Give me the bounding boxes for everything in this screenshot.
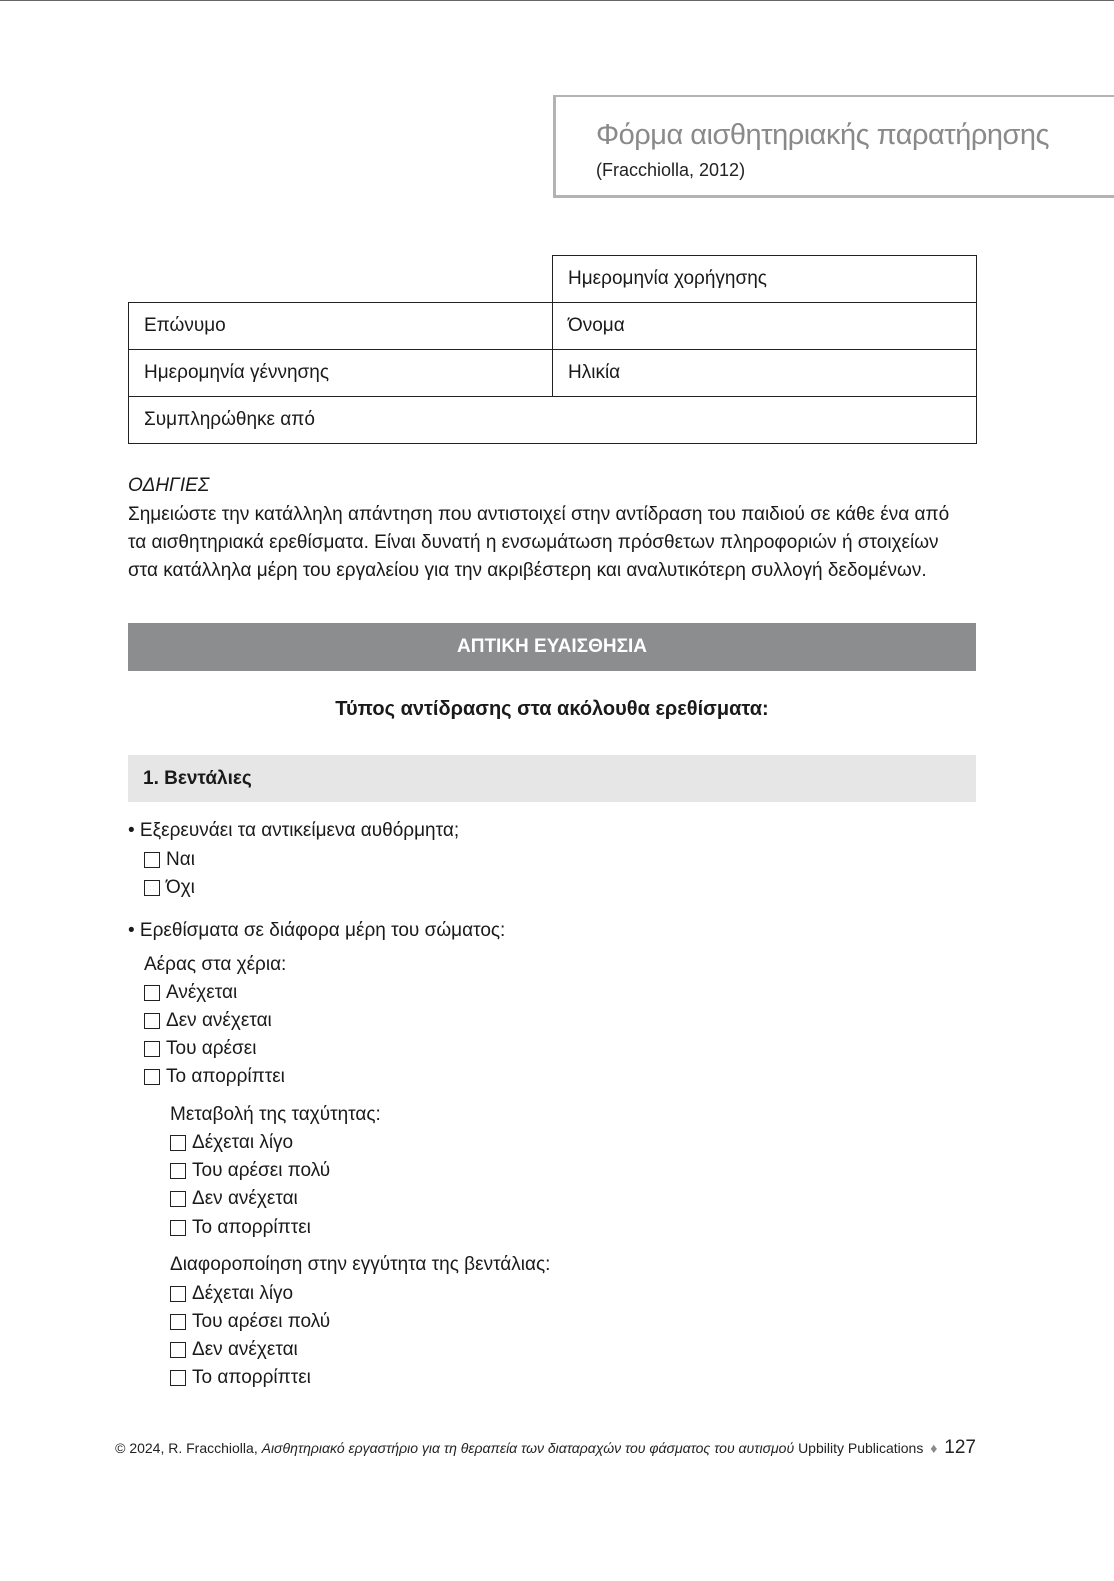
option-label: Του αρέσει πολύ: [192, 1311, 331, 1332]
option-rejects[interactable]: [170, 1366, 311, 1390]
section-header: ΑΠΤΙΚΗ ΕΥΑΙΣΘΗΣΙΑ: [128, 623, 976, 671]
question-body-stimuli: • Ερεθίσματα σε διάφορα μέρη του σώματος:: [128, 920, 506, 941]
option-no[interactable]: [144, 876, 195, 900]
checkbox[interactable]: [170, 1220, 186, 1236]
checkbox[interactable]: [144, 1013, 160, 1029]
checkbox[interactable]: [144, 852, 160, 868]
checkbox[interactable]: [170, 1163, 186, 1179]
option-yes[interactable]: [144, 848, 195, 872]
age-field[interactable]: Ηλικία: [553, 350, 977, 397]
option-label: Ναι: [166, 849, 195, 870]
checkbox[interactable]: [144, 880, 160, 896]
option-label: Το απορρίπτει: [192, 1217, 311, 1238]
option-label: Δεν ανέχεται: [192, 1188, 298, 1209]
option-not-tolerates[interactable]: [170, 1338, 298, 1362]
top-rule: [0, 0, 1114, 1]
option-label: Όχι: [166, 877, 195, 898]
group-speed-label: Μεταβολή της ταχύτητας:: [170, 1104, 381, 1125]
footer-book-title: Αισθητηριακό εργαστήριο για τη θεραπεία των διαταραχών του φάσματος του αυτισμού: [261, 1440, 795, 1456]
diamond-icon: ♦: [930, 1440, 938, 1456]
checkbox[interactable]: [170, 1342, 186, 1358]
checkbox[interactable]: [170, 1135, 186, 1151]
instructions-heading: ΟΔΗΓΙΕΣ: [128, 475, 210, 496]
option-accepts-little[interactable]: [170, 1282, 293, 1306]
option-label: Δέχεται λίγο: [192, 1283, 294, 1304]
option-likes-much[interactable]: [170, 1159, 330, 1183]
item-header: 1. Βεντάλιες: [128, 755, 976, 802]
title-box: [553, 95, 1114, 198]
option-tolerates[interactable]: [144, 981, 237, 1005]
checkbox[interactable]: [170, 1314, 186, 1330]
option-label: Του αρέσει πολύ: [192, 1160, 331, 1181]
option-rejects[interactable]: [170, 1216, 311, 1240]
option-label: Ανέχεται: [166, 982, 238, 1003]
option-label: Το απορρίπτει: [166, 1066, 285, 1087]
instructions-line: Σημειώστε την κατάλληλη απάντηση που αντιστοιχεί στην αντίδραση του παιδιού σε κάθε ένα από: [128, 504, 950, 525]
option-accepts-little[interactable]: [170, 1131, 293, 1155]
info-table: [128, 255, 977, 444]
option-label: Δεν ανέχεται: [166, 1010, 272, 1031]
name-field[interactable]: Όνομα: [553, 303, 977, 350]
group-air-hands-label: Αέρας στα χέρια:: [144, 954, 287, 975]
footer-copyright: © 2024, R. Fracchiolla,: [115, 1440, 258, 1456]
checkbox[interactable]: [144, 1069, 160, 1085]
checkbox[interactable]: [144, 1041, 160, 1057]
option-label: Του αρέσει: [166, 1038, 257, 1059]
page-footer: [0, 1437, 976, 1459]
option-label: Το απορρίπτει: [192, 1367, 311, 1388]
footer-publisher: Upbility Publications: [798, 1440, 924, 1456]
option-not-tolerates[interactable]: [170, 1187, 298, 1211]
question-explores: • Εξερευνάει τα αντικείμενα αυθόρμητα;: [128, 820, 460, 841]
page-number: 127: [944, 1437, 976, 1458]
option-label: Δέχεται λίγο: [192, 1132, 294, 1153]
instructions-text: [128, 501, 978, 585]
surname-field[interactable]: Επώνυμο: [129, 303, 553, 350]
form-citation: (Fracchiolla, 2012): [596, 160, 746, 180]
date-admin-field[interactable]: Ημερομηνία χορήγησης: [553, 256, 977, 303]
completed-by-field[interactable]: Συμπληρώθηκε από: [129, 397, 977, 444]
group-proximity-label: Διαφοροποίηση στην εγγύτητα της βεντάλιας:: [170, 1254, 551, 1275]
checkbox[interactable]: [170, 1370, 186, 1386]
section-subheading: Τύπος αντίδρασης στα ακόλουθα ερεθίσματα:: [335, 698, 769, 720]
option-label: Δεν ανέχεται: [192, 1339, 298, 1360]
option-likes-much[interactable]: [170, 1310, 330, 1334]
checkbox[interactable]: [144, 985, 160, 1001]
checkbox[interactable]: [170, 1191, 186, 1207]
form-title: Φόρμα αισθητηριακής παρατήρησης: [596, 119, 1049, 151]
birth-date-field[interactable]: Ημερομηνία γέννησης: [129, 350, 553, 397]
option-rejects[interactable]: [144, 1065, 285, 1089]
instructions: [128, 475, 978, 585]
instructions-line: στα κατάλληλα μέρη του εργαλείου για την ακριβέστερη και αναλυτικότερη συλλογή δεδομένων.: [128, 560, 927, 581]
checkbox[interactable]: [170, 1286, 186, 1302]
instructions-line: τα αισθητηριακά ερεθίσματα. Είναι δυνατή η ενσωμάτωση πρόσθετων πληροφοριών ή στοιχείων: [128, 532, 939, 553]
option-not-tolerates[interactable]: [144, 1009, 272, 1033]
option-likes[interactable]: [144, 1037, 256, 1061]
info-empty-cell: [129, 256, 553, 303]
